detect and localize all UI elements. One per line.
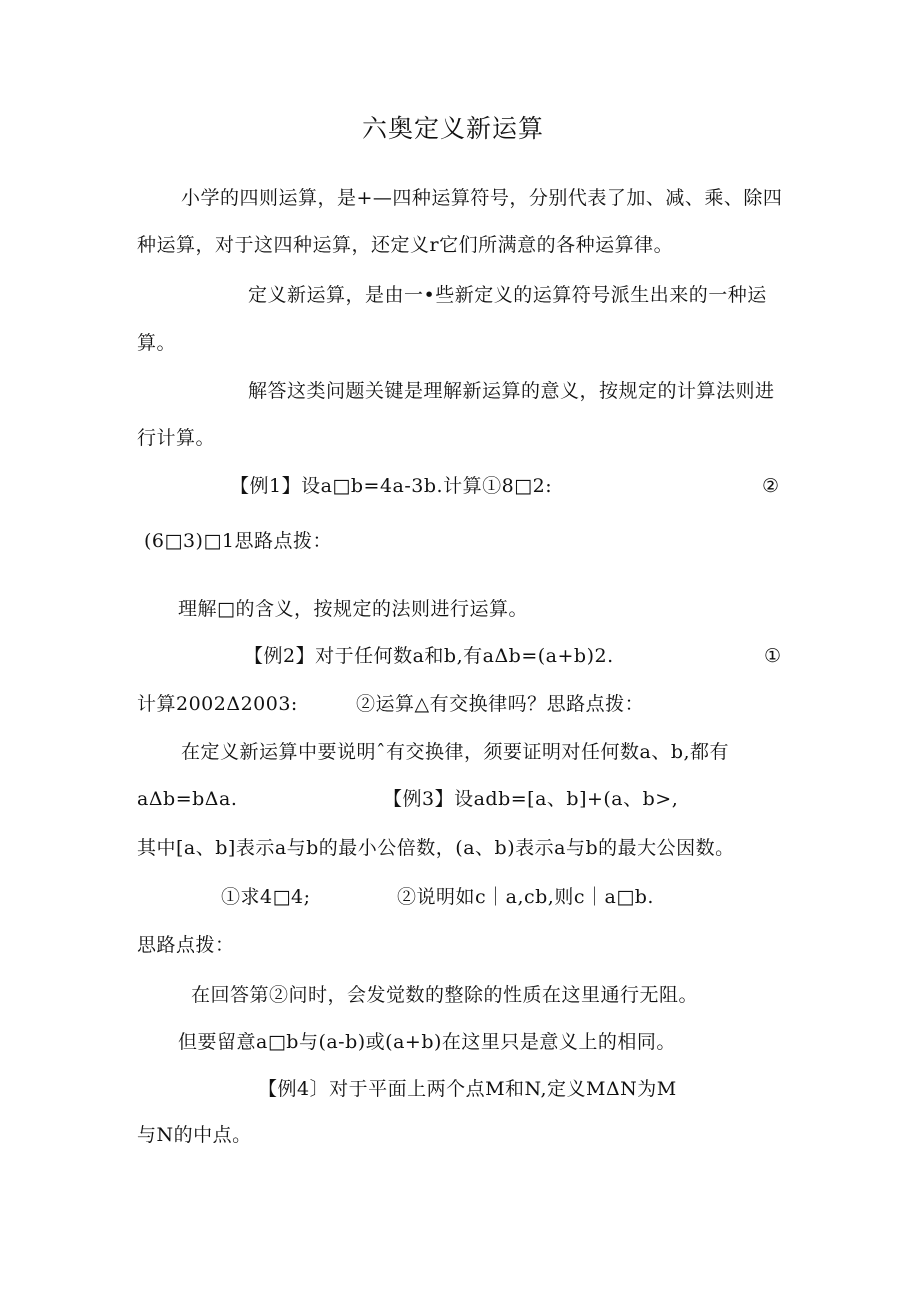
- paragraph-line: (6□3)□1思路点拨：: [144, 530, 332, 552]
- example-1-marker: ②: [762, 475, 780, 497]
- paragraph-line: ①求4□4;: [221, 886, 311, 908]
- paragraph-line: 其中[a、b]表示a与b的最小公倍数，(a、b)表示a与b的最大公因数。: [137, 837, 735, 859]
- example-2-marker: ①: [764, 645, 782, 667]
- paragraph-line: aΔb=bΔa.: [137, 788, 238, 810]
- example-1-heading: 【例1】设a□b=4a-3b.计算①8□2:: [230, 475, 553, 497]
- page-title: 六奥定义新运算: [362, 114, 545, 143]
- paragraph-line: 在定义新运算中要说明ˆ有交换律，须要证明对任何数a、b,都有: [181, 741, 730, 763]
- paragraph-line: 计算2002Δ2003:: [137, 693, 298, 715]
- paragraph-line: 算。: [137, 332, 177, 354]
- paragraph-line: ②运算△有交换律吗？思路点拨：: [356, 693, 645, 715]
- paragraph-line: 但要留意a□b与(a-b)或(a+b)在这里只是意义上的相同。: [178, 1031, 676, 1053]
- paragraph-line: 定义新运算，是由一•些新定义的运算符号派生出来的一种运: [248, 284, 767, 306]
- paragraph-line: 与N的中点。: [137, 1124, 252, 1146]
- example-2-heading: 【例2】对于任何数a和b,有aΔb=(a+b)2.: [244, 645, 614, 667]
- paragraph-line: 小学的四则运算，是+—四种运算符号，分别代表了加、减、乘、除四: [181, 187, 783, 209]
- example-4-heading: 【例4〕对于平面上两个点M和N,定义MΔN为M: [258, 1078, 677, 1100]
- paragraph-line: 行计算。: [137, 427, 216, 449]
- paragraph-line: 思路点拨：: [137, 934, 235, 956]
- paragraph-line: 理解□的含义，按规定的法则进行运算。: [178, 598, 528, 620]
- paragraph-line: 在回答第②问时，会发觉数的整除的性质在这里通行无阻。: [191, 984, 699, 1006]
- paragraph-line: ②说明如c｜a,cb,则c｜a□b.: [397, 886, 654, 908]
- example-3-heading: 【例3】设adb=[a、b]+(a、b>,: [383, 788, 679, 810]
- paragraph-line: 种运算，对于这四种运算，还定义r它们所满意的各种运算律。: [137, 234, 674, 256]
- paragraph-line: 解答这类问题关键是理解新运算的意义，按规定的计算法则进: [248, 380, 775, 402]
